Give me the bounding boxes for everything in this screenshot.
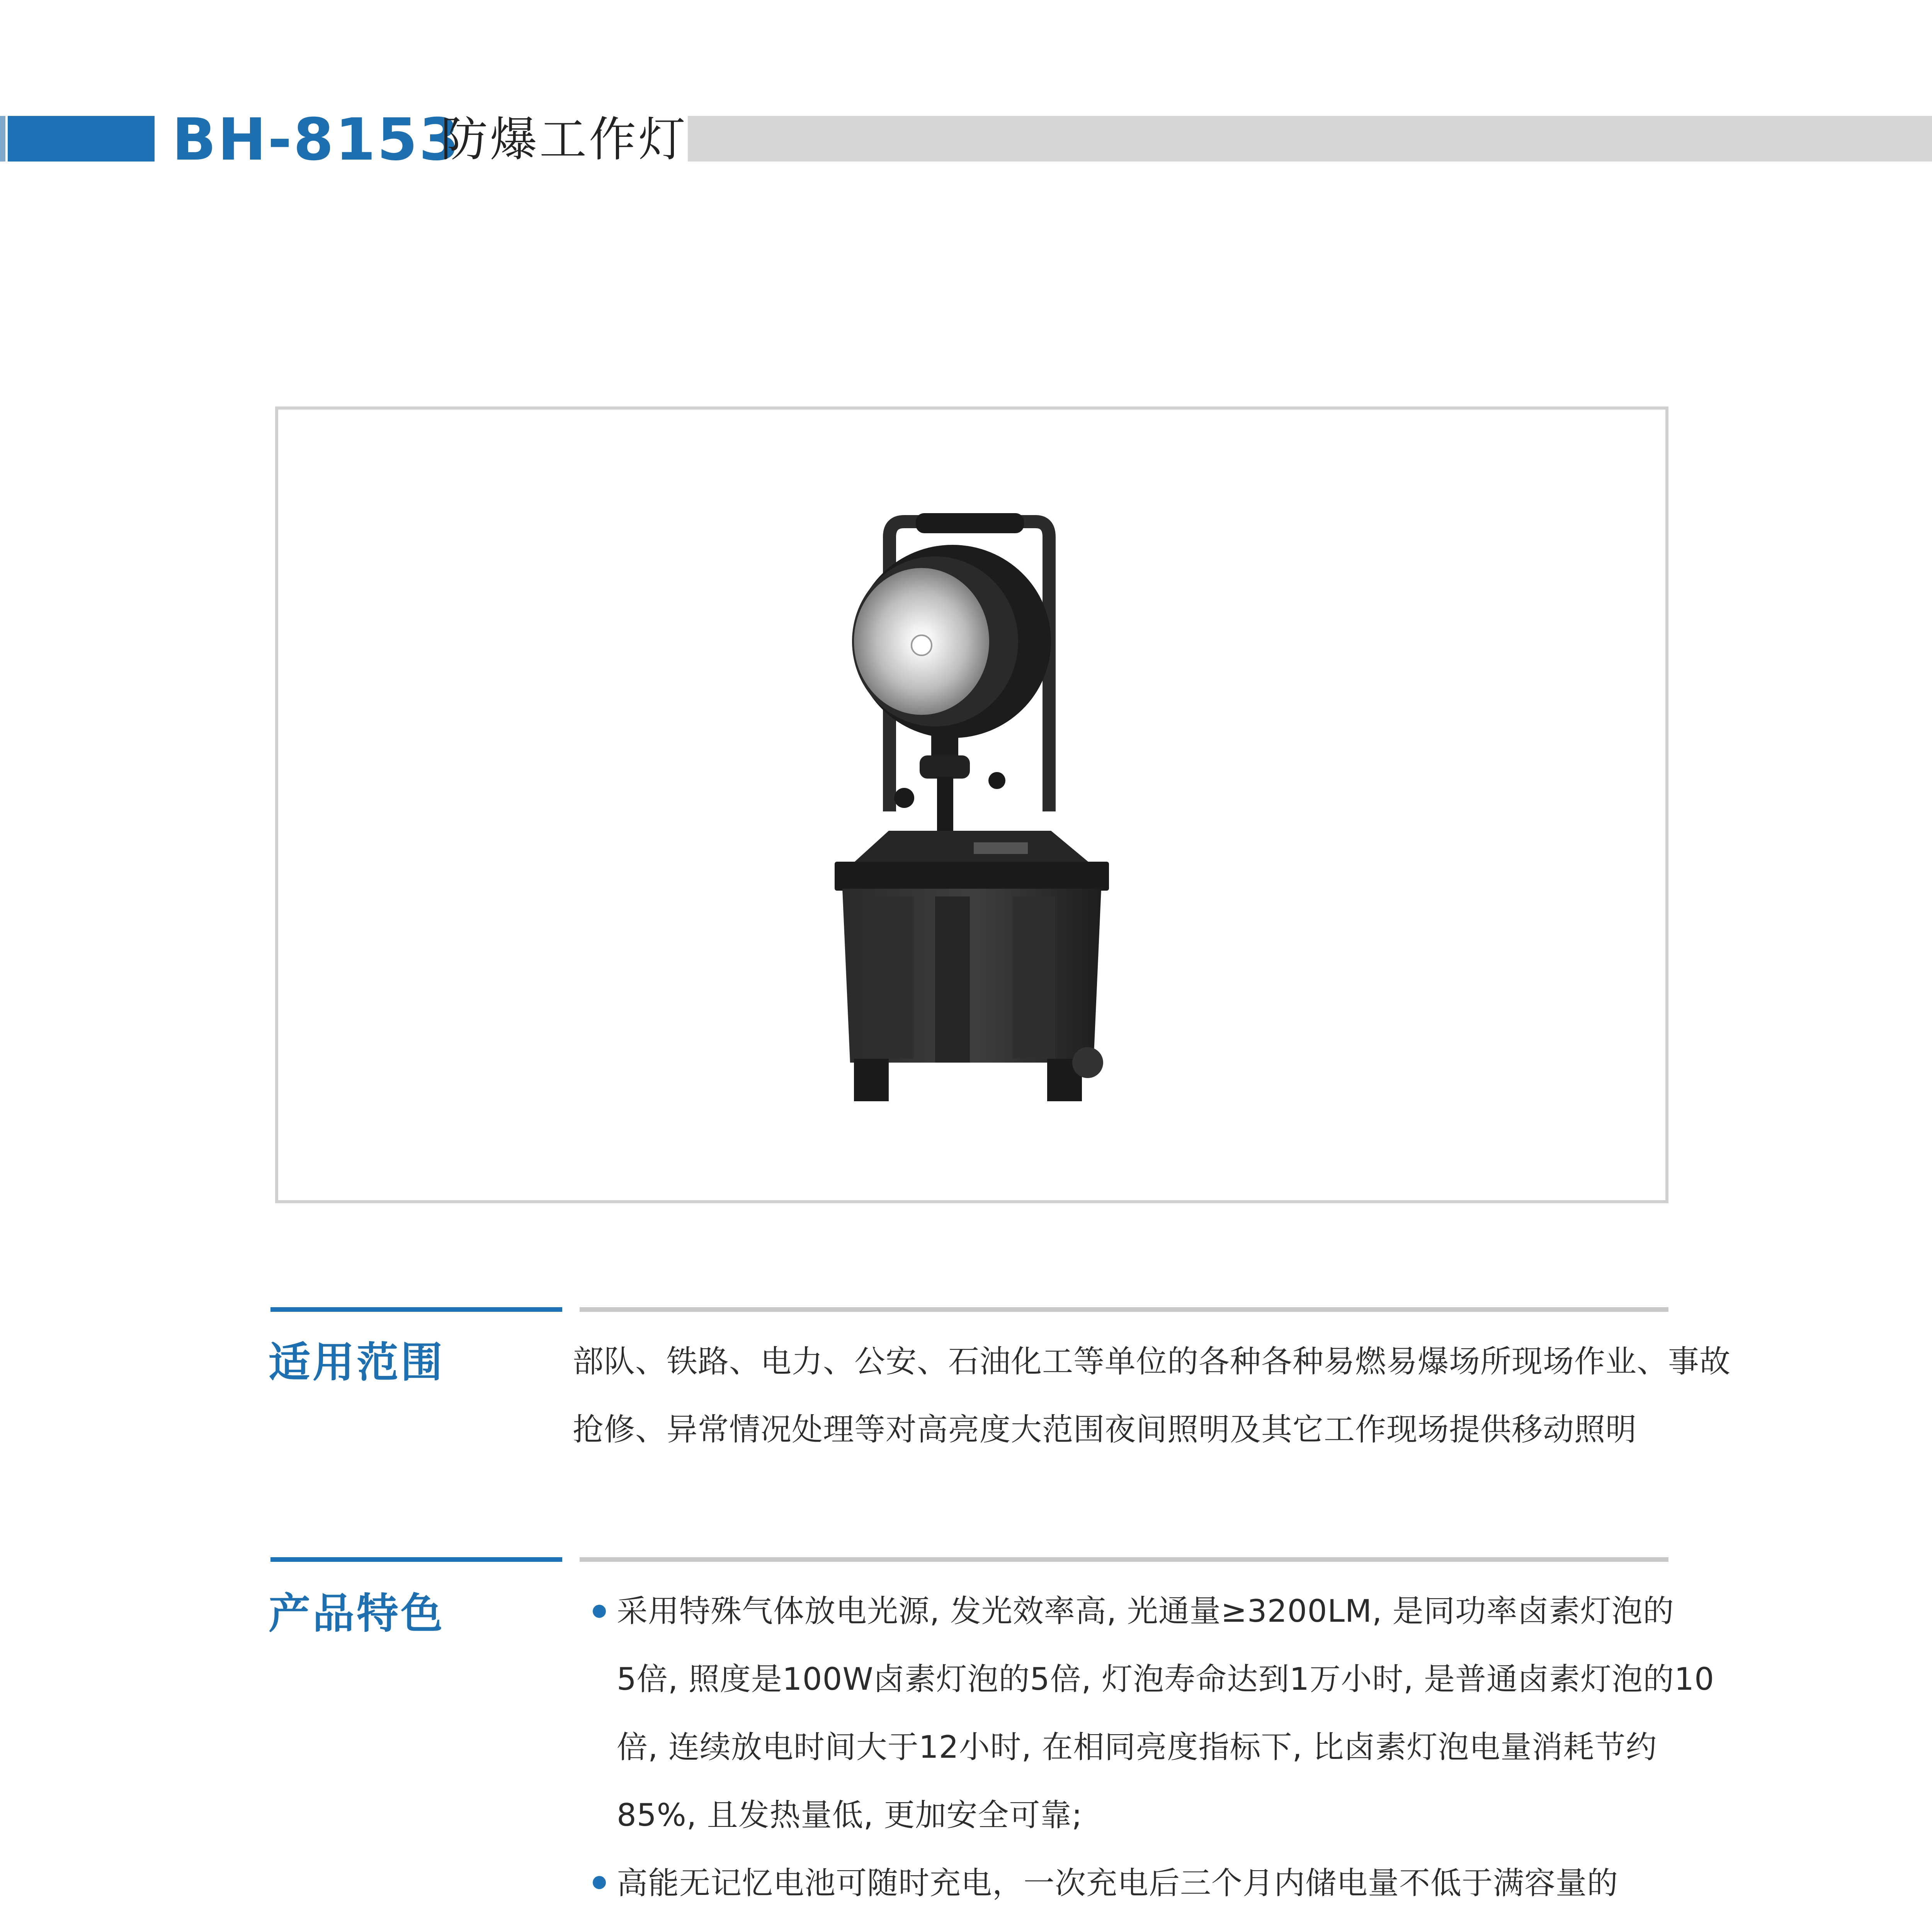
header-gray-bar xyxy=(688,116,1932,162)
feature-bullet-2 xyxy=(593,1876,606,1889)
scope-line-1: 部队、铁路、电力、公安、石油化工等单位的各种各种易燃易爆场所现场作业、事故 xyxy=(573,1344,1731,1379)
scope-divider-blue xyxy=(270,1307,562,1312)
feature-line-1: 采用特殊气体放电光源, 发光效率高, 光通量≥3200LM, 是同功率卤素灯泡的 xyxy=(617,1593,1674,1629)
feature-line-2: 5倍, 照度是100W卤素灯泡的5倍, 灯泡寿命达到1万小时, 是普通卤素灯泡的10 xyxy=(617,1661,1714,1697)
scope-divider-gray xyxy=(580,1307,1668,1312)
features-divider-blue xyxy=(270,1557,562,1562)
model-number: BH-8153 xyxy=(172,106,461,173)
scope-title: 适用范围 xyxy=(269,1338,445,1387)
feature-line-3: 倍, 连续放电时间大于12小时, 在相同亮度指标下, 比卤素灯泡电量消耗节约 xyxy=(617,1729,1657,1765)
handle-grip xyxy=(916,513,1024,533)
product-photo-frame xyxy=(275,406,1668,1203)
header-accent-bar xyxy=(8,116,155,162)
scope-line-2: 抢修、异常情况处理等对高亮度大范围夜间照明及其它工作现场提供移动照明 xyxy=(573,1412,1637,1447)
features-title: 产品特色 xyxy=(269,1590,445,1638)
feature-line-4: 85%, 且发热量低, 更加安全可靠; xyxy=(617,1797,1083,1833)
feature-bullet-1 xyxy=(593,1605,606,1618)
product-title: 防爆工作灯 xyxy=(440,112,688,167)
feature-line-5: 高能无记忆电池可随时充电，一次充电后三个月内储电量不低于满容量的 xyxy=(617,1865,1618,1901)
feature-line-6 xyxy=(617,1917,1447,1932)
work-lamp-illustration xyxy=(278,410,1665,1200)
features-divider-gray xyxy=(580,1557,1668,1562)
